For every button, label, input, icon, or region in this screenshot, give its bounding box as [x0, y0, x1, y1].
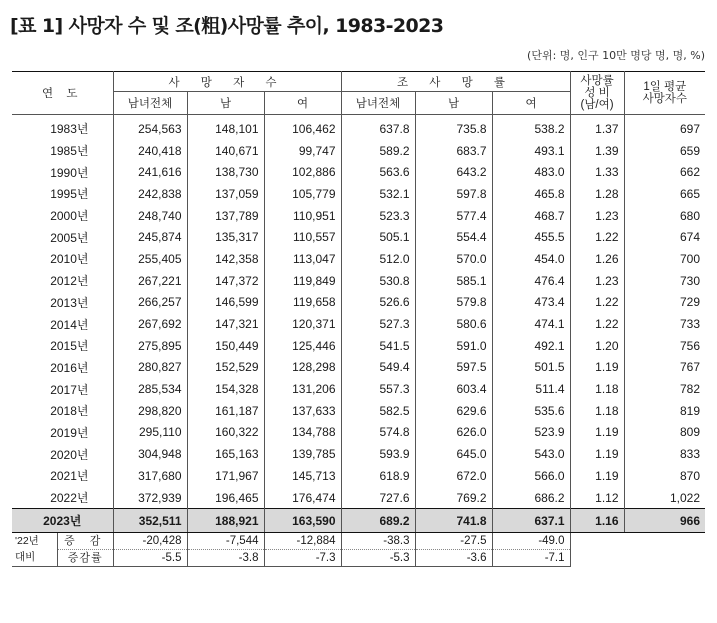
- cell-year: 2015년: [12, 335, 113, 357]
- comparison-label-line1: '22년: [15, 535, 39, 548]
- cell-year: 2021년: [12, 465, 113, 487]
- cell-rate-total: 593.9: [341, 443, 415, 465]
- cell-daily-avg: 966: [624, 509, 705, 533]
- cell-deaths-female: 102,886: [264, 161, 341, 183]
- cell-deaths-total: 254,563: [113, 115, 187, 140]
- header-daily-avg-line2: 사망자수: [642, 93, 687, 105]
- cell-rate-total: 549.4: [341, 357, 415, 379]
- comparison-label-line2: 대비: [15, 551, 36, 564]
- cell-deaths-male: 171,967: [187, 465, 264, 487]
- table-row: [12, 313, 705, 335]
- cell-rate-total: 526.6: [341, 292, 415, 314]
- header-row-1: [12, 72, 705, 92]
- header-deaths-group-label: 사 망 자 수: [168, 76, 286, 89]
- cell-deaths-male: 154,328: [187, 378, 264, 400]
- cell-deaths-female: 134,788: [264, 422, 341, 444]
- cell-sex-ratio: 1.18: [570, 400, 624, 422]
- cell-daily-avg: 680: [624, 205, 705, 227]
- cell-deaths-female: 119,849: [264, 270, 341, 292]
- cell-sex-ratio: 1.19: [570, 422, 624, 444]
- cell-daily-avg: 819: [624, 400, 705, 422]
- cell-rate-male: 683.7: [415, 140, 492, 162]
- cell-rate-female: 535.6: [492, 400, 570, 422]
- cell-year: 2022년: [12, 487, 113, 509]
- cell-sex-ratio: 1.39: [570, 140, 624, 162]
- cell-rate-female: 538.2: [492, 115, 570, 140]
- cell-sex-ratio: 1.20: [570, 335, 624, 357]
- comparison-label: [12, 533, 58, 566]
- header-daily-avg-line1: 1일 평균: [643, 81, 687, 93]
- cell-rate-male: 577.4: [415, 205, 492, 227]
- header-deaths-male: 남: [187, 92, 264, 115]
- cell-deaths-total: 304,948: [113, 443, 187, 465]
- cell-deaths-female: 110,951: [264, 205, 341, 227]
- table-row-2023: [12, 509, 705, 533]
- cell-change-rate-male: -27.5: [415, 533, 492, 550]
- cell-rate-female: 523.9: [492, 422, 570, 444]
- cell-sex-ratio: 1.12: [570, 487, 624, 509]
- header-sex-ratio-line1: 사망률: [580, 75, 614, 87]
- cell-daily-avg: 674: [624, 226, 705, 248]
- cell-rate-female: 468.7: [492, 205, 570, 227]
- comparison-row-change: [12, 533, 705, 550]
- cell-deaths-female: 128,298: [264, 357, 341, 379]
- cell-rate-female: 476.4: [492, 270, 570, 292]
- cell-deaths-male: 196,465: [187, 487, 264, 509]
- cell-rate-male: 769.2: [415, 487, 492, 509]
- cell-rate-male: 570.0: [415, 248, 492, 270]
- cell-daily-avg: 659: [624, 140, 705, 162]
- header-sex-ratio-line3: (남/여): [580, 99, 614, 111]
- cell-daily-avg: 756: [624, 335, 705, 357]
- cell-deaths-female: 105,779: [264, 183, 341, 205]
- cell-deaths-male: 137,789: [187, 205, 264, 227]
- cell-year: 1990년: [12, 161, 113, 183]
- cell-change-deaths-female: -12,884: [264, 533, 341, 550]
- cell-rate-female: 492.1: [492, 335, 570, 357]
- header-rate-female: 여: [492, 92, 570, 115]
- cell-deaths-male: 160,322: [187, 422, 264, 444]
- cell-rate-male: 741.8: [415, 509, 492, 533]
- table-row: [12, 248, 705, 270]
- cell-deaths-female: 137,633: [264, 400, 341, 422]
- cell-deaths-male: 147,372: [187, 270, 264, 292]
- cell-rate-total: 637.8: [341, 115, 415, 140]
- cell-deaths-male: 138,730: [187, 161, 264, 183]
- cell-deaths-total: 372,939: [113, 487, 187, 509]
- mortality-table: [12, 71, 705, 567]
- header-year: [12, 72, 113, 115]
- cell-deaths-female: 139,785: [264, 443, 341, 465]
- cell-deaths-female: 163,590: [264, 509, 341, 533]
- cell-year: 2014년: [12, 313, 113, 335]
- cell-deaths-male: 140,671: [187, 140, 264, 162]
- cell-year: 2017년: [12, 378, 113, 400]
- cell-deaths-female: 176,474: [264, 487, 341, 509]
- cell-sex-ratio: 1.23: [570, 270, 624, 292]
- cell-rate-male: 591.0: [415, 335, 492, 357]
- cell-rate-female: 465.8: [492, 183, 570, 205]
- highlight-body: [12, 509, 705, 533]
- table-row: [12, 183, 705, 205]
- cell-rate-total: 689.2: [341, 509, 415, 533]
- change-label: 증 감: [58, 533, 113, 550]
- cell-year: 2016년: [12, 357, 113, 379]
- cell-deaths-male: 146,599: [187, 292, 264, 314]
- cell-deaths-total: 275,895: [113, 335, 187, 357]
- cell-rate-total: 527.3: [341, 313, 415, 335]
- cell-rate-total: 727.6: [341, 487, 415, 509]
- header-deaths-total: 남녀전체: [113, 92, 187, 115]
- header-daily-avg: [624, 72, 705, 115]
- cell-year: 2005년: [12, 226, 113, 248]
- cell-sex-ratio: 1.16: [570, 509, 624, 533]
- table-row: [12, 270, 705, 292]
- cell-daily-avg: 870: [624, 465, 705, 487]
- table-body: [12, 115, 705, 509]
- cell-daily-avg: 782: [624, 378, 705, 400]
- cell-rate-male: 643.2: [415, 161, 492, 183]
- cell-sex-ratio: 1.19: [570, 357, 624, 379]
- cell-rate-female: 473.4: [492, 292, 570, 314]
- cell-deaths-female: 145,713: [264, 465, 341, 487]
- cell-daily-avg: 833: [624, 443, 705, 465]
- cell-pct-deaths-female: -7.3: [264, 550, 341, 567]
- cell-daily-avg: 662: [624, 161, 705, 183]
- cell-sex-ratio: 1.22: [570, 226, 624, 248]
- cell-daily-avg: 665: [624, 183, 705, 205]
- cell-rate-female: 566.0: [492, 465, 570, 487]
- cell-rate-male: 603.4: [415, 378, 492, 400]
- cell-deaths-male: 152,529: [187, 357, 264, 379]
- cell-change-deaths-male: -7,544: [187, 533, 264, 550]
- cell-rate-male: 735.8: [415, 115, 492, 140]
- cell-year: 1985년: [12, 140, 113, 162]
- cell-deaths-male: 188,921: [187, 509, 264, 533]
- cell-year: 2010년: [12, 248, 113, 270]
- header-year-label: 연 도: [42, 88, 83, 100]
- table-row: [12, 140, 705, 162]
- cell-sex-ratio: 1.18: [570, 378, 624, 400]
- cell-deaths-total: 317,680: [113, 465, 187, 487]
- cell-rate-female: 493.1: [492, 140, 570, 162]
- cell-deaths-total: 255,405: [113, 248, 187, 270]
- cell-deaths-male: 137,059: [187, 183, 264, 205]
- cell-deaths-female: 120,371: [264, 313, 341, 335]
- cell-deaths-total: 240,418: [113, 140, 187, 162]
- cell-sex-ratio: 1.19: [570, 465, 624, 487]
- cell-sex-ratio: 1.19: [570, 443, 624, 465]
- cell-rate-male: 585.1: [415, 270, 492, 292]
- comparison-body: [12, 533, 705, 567]
- header-rate-group: [341, 72, 570, 92]
- cell-rate-total: 541.5: [341, 335, 415, 357]
- cell-deaths-total: 267,221: [113, 270, 187, 292]
- cell-year: 2000년: [12, 205, 113, 227]
- cell-sex-ratio: 1.26: [570, 248, 624, 270]
- cell-year: 2012년: [12, 270, 113, 292]
- cell-daily-avg: 1,022: [624, 487, 705, 509]
- cell-change-rate-female: -49.0: [492, 533, 570, 550]
- table-row: [12, 422, 705, 444]
- cell-rate-total: 618.9: [341, 465, 415, 487]
- cell-year: 1983년: [12, 115, 113, 140]
- cell-year: 2020년: [12, 443, 113, 465]
- cell-rate-female: 511.4: [492, 378, 570, 400]
- cell-rate-total: 505.1: [341, 226, 415, 248]
- cell-rate-total: 557.3: [341, 378, 415, 400]
- header-rate-group-label: 조 사 망 률: [397, 76, 515, 89]
- cell-rate-male: 629.6: [415, 400, 492, 422]
- cell-daily-avg: 767: [624, 357, 705, 379]
- table-row: [12, 335, 705, 357]
- cell-pct-rate-female: -7.1: [492, 550, 570, 567]
- cell-rate-male: 645.0: [415, 443, 492, 465]
- cell-deaths-total: 248,740: [113, 205, 187, 227]
- table-row: [12, 292, 705, 314]
- cell-year: 1995년: [12, 183, 113, 205]
- table-title: [표 1] 사망자 수 및 조(粗)사망률 추이, 1983-2023: [10, 15, 444, 37]
- cell-daily-avg: 733: [624, 313, 705, 335]
- header-sex-ratio: [570, 72, 624, 115]
- cell-deaths-male: 135,317: [187, 226, 264, 248]
- cell-rate-female: 686.2: [492, 487, 570, 509]
- cell-deaths-female: 113,047: [264, 248, 341, 270]
- table-row: [12, 443, 705, 465]
- table-row: [12, 115, 705, 140]
- table-row: [12, 226, 705, 248]
- cell-rate-male: 597.5: [415, 357, 492, 379]
- table-row: [12, 378, 705, 400]
- cell-daily-avg: 730: [624, 270, 705, 292]
- cell-rate-total: 530.8: [341, 270, 415, 292]
- cell-pct-rate-total: -5.3: [341, 550, 415, 567]
- cell-rate-male: 672.0: [415, 465, 492, 487]
- cell-deaths-total: 352,511: [113, 509, 187, 533]
- cell-rate-total: 589.2: [341, 140, 415, 162]
- comparison-label-cell: [12, 533, 113, 567]
- cell-rate-total: 523.3: [341, 205, 415, 227]
- cell-deaths-female: 110,557: [264, 226, 341, 248]
- cell-deaths-total: 267,692: [113, 313, 187, 335]
- cell-sex-ratio: 1.28: [570, 183, 624, 205]
- cell-deaths-male: 150,449: [187, 335, 264, 357]
- header-rate-total: 남녀전체: [341, 92, 415, 115]
- cell-sex-ratio: 1.23: [570, 205, 624, 227]
- unit-note: (단위: 명, 인구 10만 명당 명, 명, %): [527, 49, 705, 62]
- cell-sex-ratio: 1.22: [570, 292, 624, 314]
- cell-deaths-female: 131,206: [264, 378, 341, 400]
- cell-deaths-total: 241,616: [113, 161, 187, 183]
- cell-deaths-total: 245,874: [113, 226, 187, 248]
- cell-rate-male: 597.8: [415, 183, 492, 205]
- cell-sex-ratio: 1.37: [570, 115, 624, 140]
- table-row: [12, 400, 705, 422]
- cell-deaths-female: 106,462: [264, 115, 341, 140]
- comparison-blank: [570, 533, 705, 567]
- cell-rate-female: 543.0: [492, 443, 570, 465]
- cell-deaths-male: 165,163: [187, 443, 264, 465]
- cell-rate-female: 637.1: [492, 509, 570, 533]
- cell-rate-total: 563.6: [341, 161, 415, 183]
- cell-pct-rate-male: -3.6: [415, 550, 492, 567]
- cell-deaths-total: 285,534: [113, 378, 187, 400]
- cell-rate-female: 501.5: [492, 357, 570, 379]
- table-row: [12, 205, 705, 227]
- header-sex-ratio-line2: 성 비: [584, 87, 610, 99]
- cell-daily-avg: 697: [624, 115, 705, 140]
- cell-rate-total: 582.5: [341, 400, 415, 422]
- header-deaths-female: 여: [264, 92, 341, 115]
- cell-year: 2019년: [12, 422, 113, 444]
- cell-year: 2018년: [12, 400, 113, 422]
- cell-rate-female: 455.5: [492, 226, 570, 248]
- cell-rate-female: 483.0: [492, 161, 570, 183]
- cell-deaths-total: 295,110: [113, 422, 187, 444]
- cell-deaths-male: 148,101: [187, 115, 264, 140]
- cell-sex-ratio: 1.33: [570, 161, 624, 183]
- cell-deaths-total: 298,820: [113, 400, 187, 422]
- comparison-sublabels: [58, 533, 113, 566]
- cell-deaths-total: 266,257: [113, 292, 187, 314]
- cell-rate-total: 532.1: [341, 183, 415, 205]
- cell-deaths-male: 142,358: [187, 248, 264, 270]
- cell-deaths-male: 161,187: [187, 400, 264, 422]
- cell-change-rate-total: -38.3: [341, 533, 415, 550]
- header-deaths-group: [113, 72, 341, 92]
- table-row: [12, 465, 705, 487]
- cell-sex-ratio: 1.22: [570, 313, 624, 335]
- table-row: [12, 357, 705, 379]
- cell-deaths-female: 119,658: [264, 292, 341, 314]
- cell-rate-male: 579.8: [415, 292, 492, 314]
- cell-year: 2013년: [12, 292, 113, 314]
- cell-deaths-female: 99,747: [264, 140, 341, 162]
- cell-rate-female: 474.1: [492, 313, 570, 335]
- header-rate-male: 남: [415, 92, 492, 115]
- cell-rate-male: 554.4: [415, 226, 492, 248]
- cell-change-deaths-total: -20,428: [113, 533, 187, 550]
- comparison-label-wrap: [12, 533, 113, 566]
- cell-pct-deaths-male: -3.8: [187, 550, 264, 567]
- cell-rate-male: 580.6: [415, 313, 492, 335]
- cell-year: 2023년: [12, 509, 113, 533]
- cell-pct-deaths-total: -5.5: [113, 550, 187, 567]
- cell-daily-avg: 700: [624, 248, 705, 270]
- change-rate-label: 증감률: [67, 552, 103, 565]
- cell-deaths-total: 242,838: [113, 183, 187, 205]
- cell-deaths-male: 147,321: [187, 313, 264, 335]
- cell-deaths-female: 125,446: [264, 335, 341, 357]
- cell-daily-avg: 729: [624, 292, 705, 314]
- table-row: [12, 161, 705, 183]
- cell-rate-total: 574.8: [341, 422, 415, 444]
- cell-deaths-total: 280,827: [113, 357, 187, 379]
- cell-daily-avg: 809: [624, 422, 705, 444]
- cell-rate-total: 512.0: [341, 248, 415, 270]
- cell-rate-male: 626.0: [415, 422, 492, 444]
- cell-rate-female: 454.0: [492, 248, 570, 270]
- table-row: [12, 487, 705, 509]
